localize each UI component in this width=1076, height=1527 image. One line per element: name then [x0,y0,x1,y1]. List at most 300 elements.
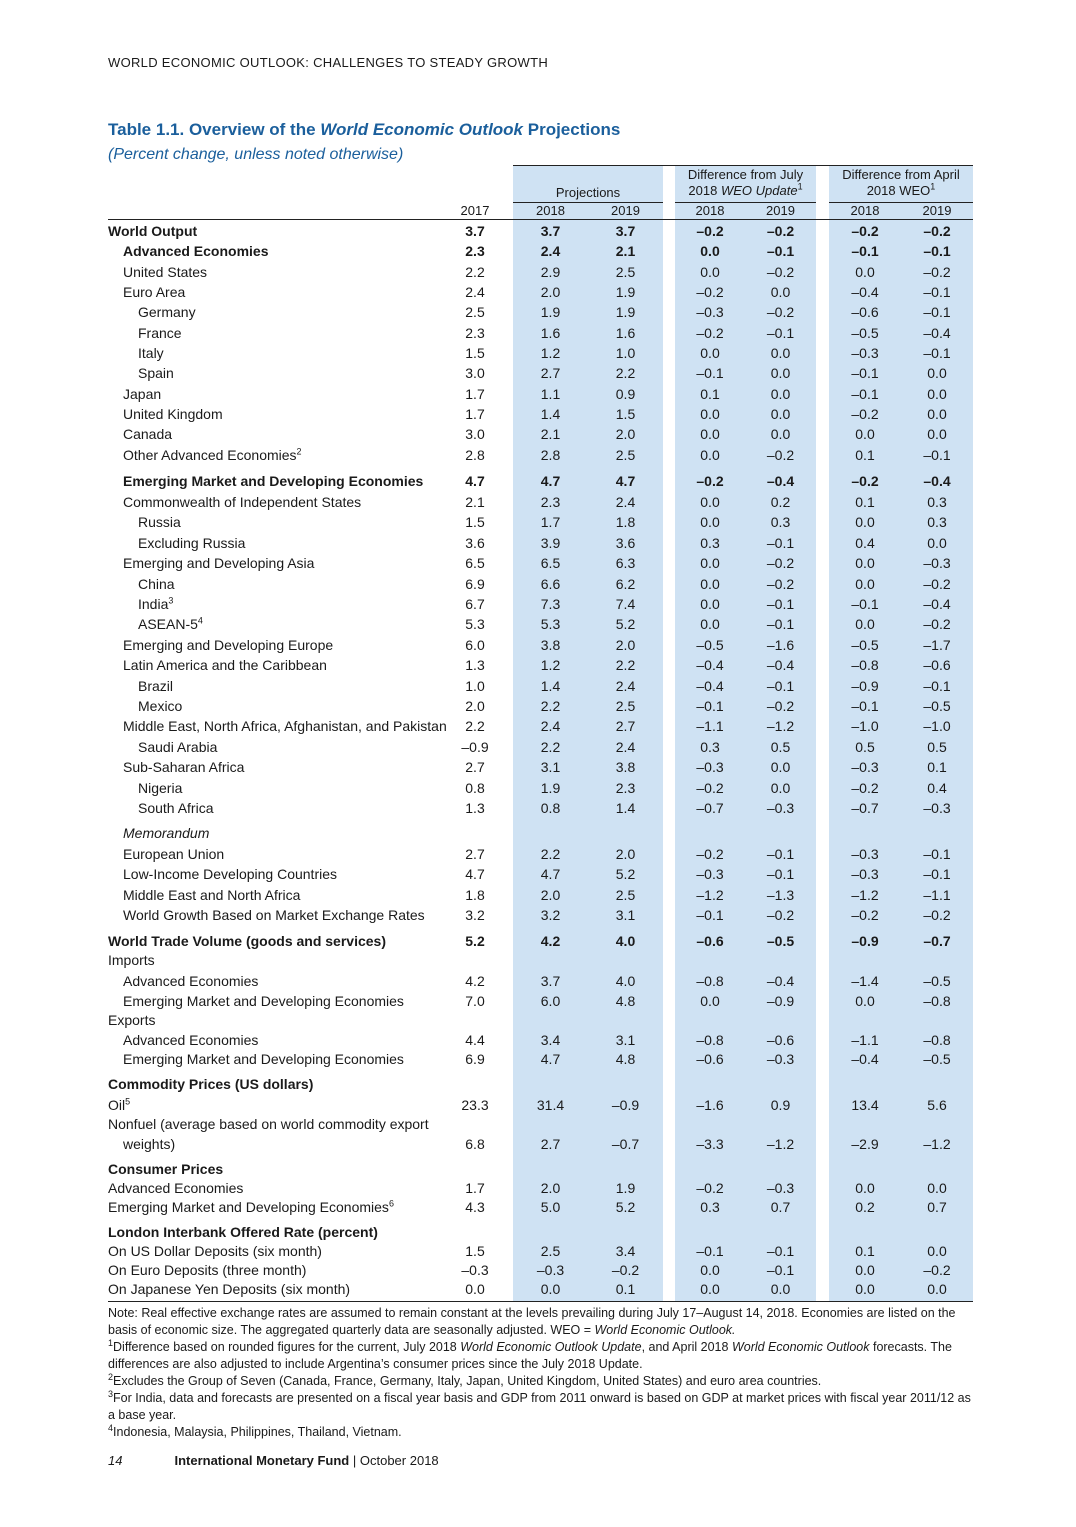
gutter [663,1152,675,1177]
gutter [505,816,513,841]
gutter [816,775,829,796]
gutter [505,1132,513,1152]
cell-value: –0.9 [766,993,795,1009]
cell-value: –0.9 [851,678,879,694]
row-label: On US Dollar Deposits (six month) [108,1243,322,1259]
gutter [663,381,675,402]
gutter [816,1259,829,1278]
gutter [663,968,675,989]
cell-value [829,1009,901,1028]
cell-value: 7.3 [540,596,561,612]
cell-value: 0.3 [927,514,947,530]
gutter [816,755,829,775]
cell-value: 2.5 [615,887,636,903]
gutter [663,882,675,903]
cell-value: 0.0 [927,365,947,381]
row-label: Russia [138,514,181,530]
cell-value: –0.1 [923,345,951,361]
gutter [505,530,513,551]
cell-value: 5.3 [540,616,561,632]
row-label: Commonwealth of Independent States [123,494,362,510]
row-label: Consumer Prices [108,1161,224,1177]
gutter [505,571,513,592]
cell-value: 3.2 [540,907,561,923]
gutter [505,989,513,1009]
cell-value: –0.6 [851,304,879,320]
header-diff-april: Difference from April 2018 WEO$^1$ [842,167,960,198]
cell-value: 3.2 [465,907,485,923]
cell-value: –0.9 [611,1097,640,1113]
cell-value: 2.7 [465,759,485,775]
cell-value: 0.2 [770,494,791,510]
gutter [816,882,829,903]
gutter [505,1177,513,1196]
gutter [816,1196,829,1215]
cell-value: –0.6 [696,1051,724,1067]
table-row [108,381,973,402]
table-row [108,239,973,259]
cell-value: 6.2 [615,576,636,592]
row-label: Emerging Market and Developing Economies [123,1051,404,1067]
table-row [108,903,973,923]
gutter [505,463,513,489]
cell-value: –0.1 [923,304,951,320]
cell-value [901,949,973,968]
cell-value: –0.1 [851,365,879,381]
row-label: Advanced Economies [108,1180,244,1196]
table-row [108,402,973,422]
cell-value: 1.9 [615,304,636,320]
cell-value: 6.6 [540,576,561,592]
gutter [663,816,675,841]
cell-value: 1.7 [540,514,561,530]
cell-value: –0.4 [923,473,951,489]
cell-value: 0.0 [927,1281,947,1297]
cell-value: 0.0 [540,1281,561,1297]
gutter [505,320,513,341]
cell-value: –0.4 [766,657,795,673]
row-label: Germany [138,304,196,320]
gutter [505,862,513,882]
cell-value: 1.5 [615,406,636,422]
cell-value [588,816,663,841]
cell-value: –0.2 [696,223,724,239]
table-row [108,755,973,775]
gutter [816,796,829,816]
cell-value: –0.2 [851,223,879,239]
cell-value: 7.4 [615,596,636,612]
gutter [816,1152,829,1177]
row-label: Emerging Market and Developing Economies$^6$ [108,1198,394,1215]
footnote-3: $^3$For India, data and forecasts are presented on a fiscal year basis and GDP from 2011 onward is based on GDP at market prices with fiscal year 2011/12 as a base year. [108,1388,971,1422]
note-main: Note: Real effective exchange rates are assumed to remain constant at the levels prevailing during July 17–August 14, 2018. Economies are listed on the basis of economic size. The aggregated quarterly data are seasonally adjusted. WEO = World Economic Outlook. [108,1306,956,1337]
cell-value: 1.3 [465,657,485,673]
cell-value: 6.5 [465,555,485,571]
table-row [108,280,973,300]
cell-value: –1.0 [923,718,951,734]
gutter [816,320,829,341]
cell-value: 3.7 [615,223,636,239]
cell-value: 2.5 [615,447,636,463]
row-label: Emerging and Developing Asia [123,555,315,571]
table-row [108,1177,973,1196]
cell-value: –0.1 [766,1243,795,1259]
row-label: India$^3$ [138,595,174,612]
cell-value: 0.0 [700,576,720,592]
cell-value: 2.2 [465,264,485,280]
gutter [505,489,513,510]
gutter [663,989,675,1009]
cell-value: 1.8 [465,887,485,903]
cell-value: 2.2 [540,846,561,862]
gutter [505,903,513,923]
gutter [816,442,829,463]
cell-value: 0.0 [927,535,947,551]
table-row [108,1009,973,1028]
gutter [505,1067,513,1092]
cell-value: 0.0 [700,555,720,571]
cell-value: 2.0 [540,887,561,903]
cell-value: 1.9 [615,1180,636,1196]
cell-value: –0.2 [696,325,724,341]
gutter [663,694,675,714]
gutter [816,219,829,239]
cell-value: 1.3 [465,800,485,816]
gutter [816,1067,829,1092]
cell-value: 5.3 [465,616,485,632]
cell-value: –0.8 [696,1032,724,1048]
gutter [663,1009,675,1028]
cell-value: –0.1 [766,243,795,259]
cell-value [745,1113,816,1132]
projections-table [108,219,973,1297]
cell-value: –0.2 [766,304,795,320]
table-row [108,442,973,463]
cell-value: 1.4 [540,678,561,694]
table-row [108,775,973,796]
cell-value: 3.7 [540,973,561,989]
gutter [505,422,513,442]
cell-value [588,1113,663,1132]
cell-value: –0.7 [851,800,879,816]
gutter [816,1009,829,1028]
cell-value: 1.5 [465,514,485,530]
cell-value: 1.7 [465,406,485,422]
gutter [816,612,829,632]
cell-value [901,1113,973,1132]
cell-value: 6.9 [465,576,485,592]
cell-value: 4.2 [465,973,485,989]
gutter [816,422,829,442]
row-label: Advanced Economies [123,243,269,259]
gutter [816,489,829,510]
table-notes [108,1305,973,1441]
cell-value: 5.2 [465,933,485,949]
gutter [663,361,675,381]
cell-value: 2.7 [540,1136,561,1152]
cell-value: –0.1 [696,365,724,381]
row-label: France [138,325,182,341]
gutter [663,1196,675,1215]
gutter [816,1278,829,1297]
cell-value: 2.2 [540,698,561,714]
cell-value: –1.7 [923,637,951,653]
cell-value: 1.0 [465,678,485,694]
cell-value: 2.0 [540,284,561,300]
cell-value: 0.0 [855,1180,875,1196]
cell-value: –1.4 [851,973,879,989]
page-footer: 14 International Monetary Fund | October 2018 [108,1453,439,1468]
gutter [505,694,513,714]
cell-value: 0.0 [855,426,875,442]
gutter [505,239,513,259]
cell-value: 13.4 [851,1097,879,1113]
gutter [816,632,829,653]
cell-value [445,1152,505,1177]
table-row [108,714,973,734]
cell-value: –0.2 [851,780,879,796]
cell-value [445,1215,505,1240]
gutter [505,1152,513,1177]
cell-value: 2.8 [465,447,485,463]
gutter [816,694,829,714]
table-row [108,300,973,320]
row-label: Emerging Market and Developing Economies [123,473,424,489]
table-row [108,1092,973,1113]
gutter [816,571,829,592]
cell-value: 2.2 [465,718,485,734]
cell-value: 2.4 [540,718,561,734]
cell-value: 0.9 [770,1097,791,1113]
cell-value: –1.2 [696,887,724,903]
cell-value: –0.1 [851,698,879,714]
table-row [108,989,973,1009]
gutter [505,632,513,653]
gutter [663,714,675,734]
cell-value: 6.7 [465,596,485,612]
cell-value: –0.4 [766,473,795,489]
cell-value: –0.3 [766,1180,795,1196]
gutter [663,1240,675,1259]
gutter [816,1092,829,1113]
cell-value: 0.8 [540,800,561,816]
cell-value: –0.2 [923,576,951,592]
gutter [505,402,513,422]
gutter [505,280,513,300]
cell-value: –0.2 [766,223,795,239]
cell-value: 3.8 [615,759,636,775]
gutter [505,510,513,530]
cell-value: 0.0 [700,264,720,280]
gutter [816,280,829,300]
gutter [663,1113,675,1132]
gutter [816,402,829,422]
row-label: Exports [108,1012,156,1028]
cell-value [675,949,745,968]
cell-value [829,1215,901,1240]
cell-value: 1.9 [615,284,636,300]
cell-value: 0.0 [700,447,720,463]
cell-value: 3.0 [465,426,485,442]
row-label: Excluding Russia [138,535,246,551]
cell-value: 2.4 [615,739,636,755]
cell-value: 6.9 [465,1051,485,1067]
gutter [663,903,675,923]
gutter [663,259,675,280]
gutter [663,949,675,968]
cell-value [445,949,505,968]
gutter [663,463,675,489]
cell-value: –0.3 [851,866,879,882]
cell-value: –0.5 [696,637,724,653]
cell-value: –0.1 [766,846,795,862]
cell-value: –0.9 [851,933,879,949]
cell-value: 0.0 [770,1281,791,1297]
gutter [663,551,675,571]
cell-value: 2.3 [615,780,636,796]
cell-value: 0.0 [855,616,875,632]
cell-value: 1.8 [615,514,636,530]
row-label: Advanced Economies [123,1032,259,1048]
cell-value [901,1152,973,1177]
cell-value: 5.2 [615,866,636,882]
cell-value [675,1067,745,1092]
cell-value: –0.3 [851,345,879,361]
cell-value: 1.9 [540,780,561,796]
gutter [663,1132,675,1152]
cell-value: –0.8 [851,657,879,673]
gutter [505,923,513,949]
cell-value: 0.0 [927,426,947,442]
cell-value: –3.3 [696,1136,724,1152]
cell-value: 0.5 [770,739,791,755]
cell-value: 2.3 [465,243,485,259]
cell-value: 1.4 [615,800,636,816]
cell-value [513,1067,588,1092]
cell-value: –0.1 [766,678,795,694]
row-label: On Euro Deposits (three month) [108,1262,307,1278]
cell-value [675,1009,745,1028]
cell-value [829,1152,901,1177]
cell-value: 0.0 [770,386,791,402]
cell-value: –0.2 [696,780,724,796]
gutter [816,463,829,489]
gutter [505,1009,513,1028]
cell-value: –0.5 [851,637,879,653]
cell-value: –0.6 [923,657,951,673]
cell-value: –0.3 [923,800,951,816]
row-label: Other Advanced Economies$^2$ [123,446,302,463]
cell-value [513,1009,588,1028]
cell-value [901,1009,973,1028]
cell-value: –0.1 [923,243,951,259]
row-label: Oil$^5$ [108,1096,131,1113]
year-july-2019: 2019 [766,203,795,218]
cell-value: 5.0 [540,1199,561,1215]
cell-value: –0.7 [611,1136,640,1152]
cell-value: 3.4 [540,1032,561,1048]
gutter [505,1196,513,1215]
gutter [505,259,513,280]
cell-value: –1.6 [766,637,795,653]
table-row [108,422,973,442]
cell-value: 4.4 [465,1032,485,1048]
table-row [108,530,973,551]
table-row [108,923,973,949]
cell-value: 0.0 [700,514,720,530]
table-row [108,463,973,489]
gutter [816,841,829,862]
gutter [663,612,675,632]
cell-value: 0.0 [927,1243,947,1259]
gutter [505,653,513,673]
cell-value: 1.5 [465,1243,485,1259]
gutter [663,1092,675,1113]
cell-value: 0.4 [927,780,947,796]
cell-value: –0.1 [766,616,795,632]
table-row [108,796,973,816]
cell-value: 3.6 [615,535,636,551]
cell-value: 5.2 [615,616,636,632]
cell-value: 0.0 [700,243,720,259]
cell-value: –0.2 [766,447,795,463]
cell-value: –0.5 [851,325,879,341]
table-row [108,592,973,612]
table-row [108,816,973,841]
cell-value [513,1113,588,1132]
row-label: Commodity Prices (US dollars) [108,1076,314,1092]
table-row [108,489,973,510]
cell-value: –0.1 [766,596,795,612]
cell-value: 0.4 [855,535,875,551]
gutter [663,300,675,320]
cell-value: 2.3 [465,325,485,341]
cell-value: 4.7 [615,473,636,489]
gutter [663,734,675,755]
cell-value: –1.6 [696,1097,724,1113]
row-label: Italy [138,345,164,361]
cell-value: –0.2 [923,616,951,632]
gutter [663,862,675,882]
gutter [663,632,675,653]
gutter [816,816,829,841]
table-row [108,949,973,968]
cell-value: 1.5 [465,345,485,361]
table-row [108,571,973,592]
cell-value: –0.1 [696,907,724,923]
cell-value: –0.1 [696,698,724,714]
cell-value: 3.7 [465,223,485,239]
row-label: Middle East and North Africa [123,887,301,903]
gutter [663,320,675,341]
cell-value: 0.1 [700,386,720,402]
year-proj-2018: 2018 [536,203,565,218]
cell-value: –0.1 [851,386,879,402]
year-proj-2019: 2019 [611,203,640,218]
gutter [663,402,675,422]
cell-value: –0.8 [696,973,724,989]
gutter [505,300,513,320]
table-row [108,612,973,632]
cell-value: 0.0 [855,993,875,1009]
cell-value: 4.7 [540,1051,561,1067]
table-row [108,841,973,862]
cell-value: –0.1 [923,678,951,694]
table-row [108,1048,973,1067]
table-row [108,1067,973,1092]
row-label: Emerging Market and Developing Economies [123,993,404,1009]
gutter [816,673,829,694]
